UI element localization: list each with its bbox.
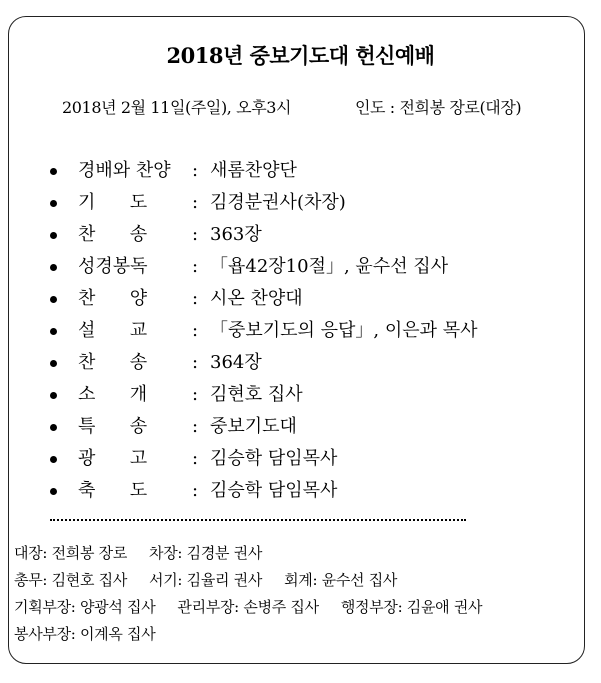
program-item-colon: : [192,192,199,213]
staff-row [14,540,482,567]
staff-row [14,621,482,648]
program-item-colon: : [192,352,199,373]
program-item-colon: : [192,416,199,437]
service-date-time: 2018년 2월 11일(주일), 오후3시 [62,98,292,117]
staff-row [14,594,482,621]
program-item-colon: : [192,448,199,469]
bullet-icon [50,456,57,463]
program-item-colon: : [192,224,199,245]
program-item-colon: : [192,480,199,501]
staff-entry: 기획부장: 양광석 집사 [14,598,156,616]
bullet-icon [50,488,57,495]
program-item-colon: : [192,320,199,341]
staff-entry: 서기: 김율리 권사 [149,571,263,589]
program-item-content: 김현호 집사 [210,384,303,405]
program-item-content: 중보기도대 [210,416,297,437]
program-item-content: 「중보기도의 응답」, 이은과 목사 [210,320,478,341]
program-item-label: 찬 송 [78,224,148,245]
staff-entry: 회계: 윤수선 집사 [284,571,398,589]
staff-row [14,567,482,594]
program-item-content: 김승학 담임목사 [210,448,338,469]
program-item-content: 363장 [210,224,262,245]
program-item-label: 찬 양 [78,288,148,309]
program-item-colon: : [192,256,199,277]
program-item-label: 경배와 찬양 [78,160,171,181]
bullet-icon [50,392,57,399]
bullet-icon [50,264,57,271]
program-item-content: 「욥42장10절」, 윤수선 집사 [210,256,449,277]
program-item-label: 찬 송 [78,352,148,373]
bullet-icon [50,424,57,431]
dotted-divider [50,519,466,521]
service-leader: 인도 : 전희봉 장로(대장) [355,98,522,117]
program-item-colon: : [192,384,199,405]
staff-entry: 행정부장: 김윤애 권사 [340,598,483,616]
page-title: 2018년 중보기도대 헌신예배 [166,43,435,68]
staff-entry: 관리부장: 손병주 집사 [177,598,319,616]
staff-entry: 봉사부장: 이계옥 집사 [14,625,156,643]
bullet-icon [50,200,57,207]
program-item-label: 특 송 [78,416,148,437]
bullet-icon [50,168,57,175]
program-item-content: 364장 [210,352,262,373]
program-item-colon: : [192,288,199,309]
program-item-content: 김승학 담임목사 [210,480,338,501]
program-item-label: 광 고 [78,448,148,469]
program-item-label: 설 교 [78,320,148,341]
bullet-icon [50,296,57,303]
staff-entry: 차장: 김경분 권사 [149,544,263,562]
program-item-content: 새롬찬양단 [210,160,297,181]
staff-roster [14,540,482,648]
program-item-label: 성경봉독 [78,256,148,277]
staff-entry: 대장: 전희봉 장로 [14,544,128,562]
program-item-colon: : [192,160,199,181]
staff-entry: 총무: 김현호 집사 [14,571,128,589]
bullet-icon [50,360,57,367]
program-item-label: 소 개 [78,384,148,405]
program-item-content: 김경분권사(차장) [210,192,346,213]
program-item-content: 시온 찬양대 [210,288,303,309]
program-item-label: 기 도 [78,192,148,213]
bullet-icon [50,328,57,335]
bullet-icon [50,232,57,239]
program-item-label: 축 도 [78,480,148,501]
